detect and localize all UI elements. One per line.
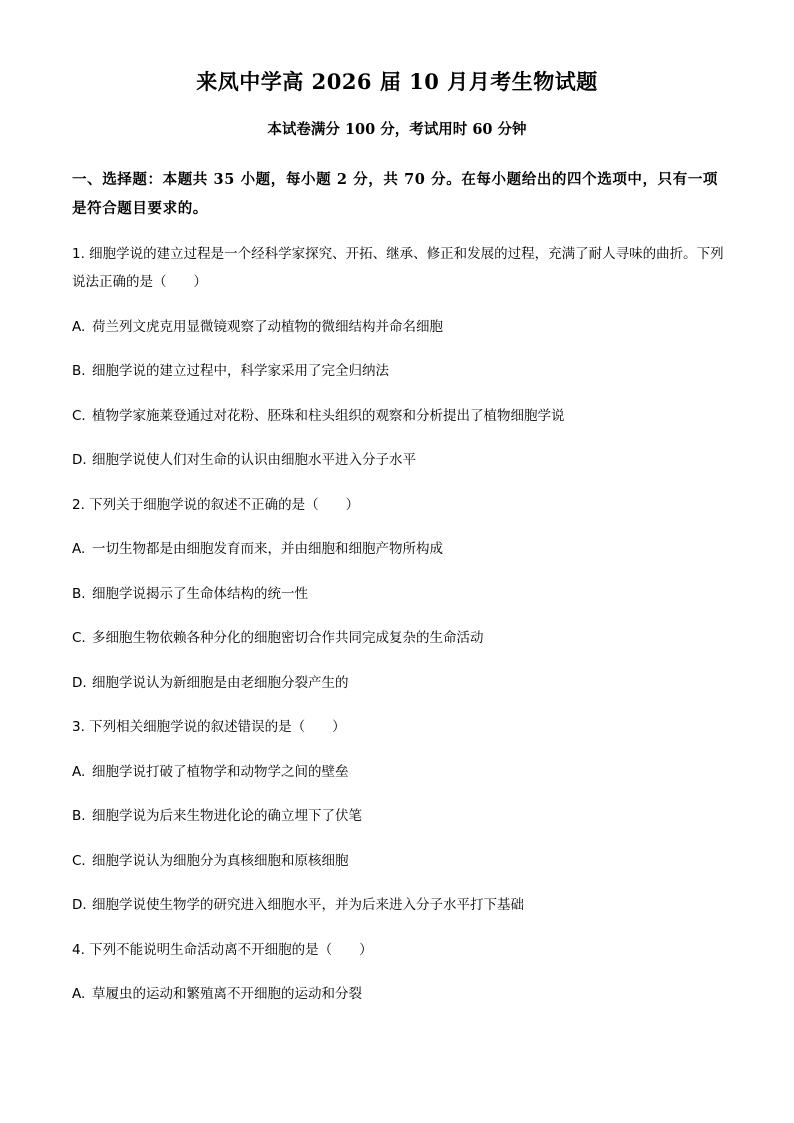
option-text: 细胞学说使人们对生命的认识由细胞水平进入分子水平 bbox=[92, 452, 416, 468]
option bbox=[72, 402, 732, 430]
option bbox=[72, 891, 732, 919]
option bbox=[72, 446, 732, 474]
option bbox=[72, 669, 732, 697]
option bbox=[72, 758, 732, 786]
option bbox=[72, 357, 732, 385]
option bbox=[72, 580, 732, 608]
option-letter: C. bbox=[72, 407, 86, 424]
option-letter: B. bbox=[72, 808, 86, 824]
option bbox=[72, 535, 732, 563]
option-text: 细胞学说揭示了生命体结构的统一性 bbox=[92, 585, 308, 602]
option bbox=[72, 313, 732, 341]
option bbox=[72, 847, 732, 875]
option-text: 细胞学说的建立过程中，科学家采用了完全归纳法 bbox=[92, 363, 389, 379]
question bbox=[72, 936, 732, 1009]
question bbox=[72, 491, 732, 697]
option-letter: D. bbox=[72, 674, 87, 691]
option-letter: B. bbox=[72, 363, 86, 379]
option-letter: C. bbox=[72, 852, 86, 869]
page-title: 来凤中学高 2026 届 10 月月考生物试题 bbox=[196, 69, 598, 94]
exam-info: 本试卷满分 100 分，考试用时 60 分钟 bbox=[267, 121, 527, 138]
question-stem: 2. 下列关于细胞学说的叙述不正确的是（ ） bbox=[72, 496, 360, 513]
option-letter: A. bbox=[72, 318, 86, 335]
option-text: 一切生物都是由细胞发育而来，并由细胞和细胞产物所构成 bbox=[92, 541, 443, 557]
option-letter: D. bbox=[72, 452, 87, 468]
option-letter: A. bbox=[72, 763, 86, 780]
option-letter: B. bbox=[72, 585, 86, 602]
option-text: 多细胞生物依赖各种分化的细胞密切合作共同完成复杂的生命活动 bbox=[92, 630, 484, 646]
option-text: 细胞学说为后来生物进化论的确立埋下了伏笔 bbox=[92, 808, 362, 824]
option-letter: C. bbox=[72, 630, 86, 646]
section-heading: 一、选择题：本题共 35 小题，每小题 2 分，共 70 分。在每小题给出的四个选项中，只有一项是符合题目要求的。 bbox=[72, 171, 719, 217]
option-text: 荷兰列文虎克用显微镜观察了动植物的微细结构并命名细胞 bbox=[92, 318, 443, 335]
option-letter: D. bbox=[72, 897, 87, 913]
question-stem: 4. 下列不能说明生命活动离不开细胞的是（ ） bbox=[72, 941, 373, 958]
option-text: 植物学家施莱登通过对花粉、胚珠和柱头组织的观察和分析提出了植物细胞学说 bbox=[92, 407, 565, 424]
question bbox=[72, 240, 732, 474]
question-stem: 3. 下列相关细胞学说的叙述错误的是（ ） bbox=[72, 719, 346, 735]
option bbox=[72, 980, 732, 1008]
option-text: 细胞学说认为细胞分为真核细胞和原核细胞 bbox=[92, 852, 349, 869]
option-text: 草履虫的运动和繁殖离不开细胞的运动和分裂 bbox=[92, 986, 362, 1002]
question bbox=[72, 713, 732, 919]
option-text: 细胞学说认为新细胞是由老细胞分裂产生的 bbox=[92, 674, 349, 691]
question-list bbox=[72, 240, 732, 1025]
option-text: 细胞学说使生物学的研究进入细胞水平，并为后来进入分子水平打下基础 bbox=[92, 897, 524, 913]
option-letter: A. bbox=[72, 541, 86, 557]
question-stem: 1. 细胞学说的建立过程是一个经科学家探究、开拓、继承、修正和发展的过程，充满了耐人寻味的曲折。下列说法正确的是（ ） bbox=[72, 246, 724, 290]
option-letter: A. bbox=[72, 986, 86, 1002]
option-text: 细胞学说打破了植物学和动物学之间的壁垒 bbox=[92, 763, 349, 780]
option bbox=[72, 802, 732, 830]
option bbox=[72, 624, 732, 652]
